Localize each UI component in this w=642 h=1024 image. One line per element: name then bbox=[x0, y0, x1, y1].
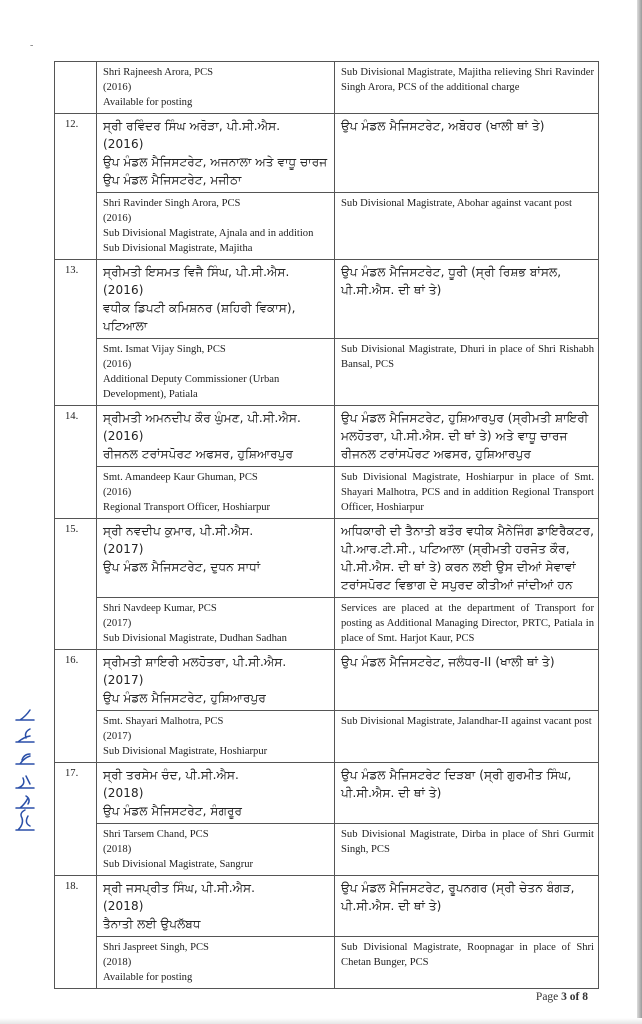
row-english bbox=[55, 62, 599, 114]
row-punjabi bbox=[55, 260, 599, 339]
scan-mark: - bbox=[30, 40, 34, 51]
officer-cell-punjabi bbox=[97, 114, 335, 193]
cell-line: ਉਪ ਮੰਡਲ ਮੈਜਿਸਟਰੇਟ, ਸੰਗਰੂਰ bbox=[103, 804, 243, 818]
posting-cell-punjabi: ਉਪ ਮੰਡਲ ਮੈਜਿਸਟਰੇਟ, ਜਲੰਧਰ-II (ਖਾਲੀ ਥਾਂ ਤੇ) bbox=[335, 650, 599, 711]
cell-line: ਸ੍ਰੀ ਤਰਸੇਮ ਚੰਦ, ਪੀ.ਸੀ.ਐਸ. bbox=[103, 768, 239, 782]
cell-line: ਵਧੀਕ ਡਿਪਟੀ ਕਮਿਸ਼ਨਰ (ਸ਼ਹਿਰੀ ਵਿਕਾਸ), ਪਟਿਆਲਾ bbox=[103, 301, 296, 333]
serial-number: 13. bbox=[55, 260, 97, 406]
cell-line: ਰੀਜਨਲ ਟਰਾਂਸਪੋਰਟ ਅਫਸਰ, ਹੁਸ਼ਿਆਰਪੁਰ bbox=[103, 447, 294, 461]
posting-cell-english: Sub Divisional Magistrate, Roopnagar in place of Shri Chetan Bunger, PCS bbox=[335, 937, 599, 989]
officer-cell-punjabi bbox=[97, 650, 335, 711]
handwritten-signature bbox=[8, 700, 42, 840]
cell-line: (2016) bbox=[103, 82, 132, 93]
posting-cell-punjabi: ਉਪ ਮੰਡਲ ਮੈਜਿਸਟਰੇਟ, ਅਬੋਹਰ (ਖਾਲੀ ਥਾਂ ਤੇ) bbox=[335, 114, 599, 193]
cell-line: Shri Navdeep Kumar, PCS bbox=[103, 603, 217, 614]
cell-line: Shri Jaspreet Singh, PCS bbox=[103, 942, 209, 953]
posting-cell-punjabi: ਉਪ ਮੰਡਲ ਮੈਜਿਸਟਰੇਟ, ਰੂਪਨਗਰ (ਸ੍ਰੀ ਚੇਤਨ ਬੰਗੜ, ਪੀ.ਸੀ.ਐਸ. ਦੀ ਥਾਂ ਤੇ) bbox=[335, 876, 599, 937]
officer-cell-punjabi bbox=[97, 519, 335, 598]
row-punjabi bbox=[55, 763, 599, 824]
cell-line: (2016) bbox=[103, 359, 132, 370]
row-english bbox=[55, 937, 599, 989]
posting-cell-english: Services are placed at the department of Transport for posting as Additional Managing Director, PRTC, Patiala in place of Smt. Harjot Kaur, PCS bbox=[335, 598, 599, 650]
row-punjabi bbox=[55, 114, 599, 193]
cell-line: ਉਪ ਮੰਡਲ ਮੈਜਿਸਟਰੇਟ, ਦੁਧਨ ਸਾਧਾਂ bbox=[103, 560, 261, 574]
cell-line: (2017) bbox=[103, 618, 132, 629]
cell-line: Available for posting bbox=[103, 972, 193, 983]
cell-line: (2016) bbox=[103, 213, 132, 224]
cell-line: ਉਪ ਮੰਡਲ ਮੈਜਿਸਟਰੇਟ, ਹੁਸ਼ਿਆਰਪੁਰ bbox=[103, 691, 266, 705]
officer-cell-english bbox=[97, 339, 335, 406]
cell-line: (2018) bbox=[103, 899, 144, 913]
table-body bbox=[55, 62, 599, 989]
cell-line: ਉਪ ਮੰਡਲ ਮੈਜਿਸਟਰੇਟ, ਅਜਨਾਲਾ ਅਤੇ ਵਾਧੂ ਚਾਰਜ ਉਪ ਮੰਡਲ ਮੈਜਿਸਟਰੇਟ, ਮਜੀਠਾ bbox=[103, 155, 328, 187]
cell-line: Sub Divisional Magistrate, Hoshiarpur bbox=[103, 746, 268, 757]
cell-line: Additional Deputy Commissioner (Urban Development), Patiala bbox=[103, 374, 280, 400]
posting-cell-punjabi: ਉਪ ਮੰਡਲ ਮੈਜਿਸਟਰੇਟ, ਧੂਰੀ (ਸ੍ਰੀ ਰਿਸ਼ਭ ਬਾਂਸਲ, ਪੀ.ਸੀ.ਐਸ. ਦੀ ਥਾਂ ਤੇ) bbox=[335, 260, 599, 339]
posting-cell-english: Sub Divisional Magistrate, Majitha relieving Shri Ravinder Singh Arora, PCS of the additional charge bbox=[335, 62, 599, 114]
posting-cell-english: Sub Divisional Magistrate, Dhuri in place of Shri Rishabh Bansal, PCS bbox=[335, 339, 599, 406]
cell-line: (2016) bbox=[103, 487, 132, 498]
cell-line: ਸ੍ਰੀ ਜਸਪ੍ਰੀਤ ਸਿੰਘ, ਪੀ.ਸੀ.ਐਸ. bbox=[103, 881, 256, 895]
cell-line: Regional Transport Officer, Hoshiarpur bbox=[103, 502, 271, 513]
cell-line: Sub Divisional Magistrate, Ajnala and in addition Sub Divisional Magistrate, Majitha bbox=[103, 228, 314, 254]
posting-cell-english: Sub Divisional Magistrate, Hoshiarpur in place of Smt. Shayari Malhotra, PCS and in addition Regional Transport Officer, Hoshiarpur bbox=[335, 467, 599, 519]
posting-cell-punjabi: ਅਧਿਕਾਰੀ ਦੀ ਤੈਨਾਤੀ ਬਤੌਰ ਵਧੀਕ ਮੈਨੇਜਿੰਗ ਡਾਇਰੈਕਟਰ, ਪੀ.ਆਰ.ਟੀ.ਸੀ., ਪਟਿਆਲਾ (ਸ੍ਰੀਮਤੀ ਹਰਜੋਤ ਕੌਰ, ਪੀ.ਸੀ.ਐਸ. ਦੀ ਥਾਂ ਤੇ) ਕਰਨ ਲਈ ਉਸ ਦੀਆਂ ਸੇਵਾਵਾਂ ਟਰਾਂਸਪੋਰਟ ਵਿਭਾਗ ਦੇ ਸਪੁਰਦ ਕੀਤੀਆਂ ਜਾਂਦੀਆਂ ਹਨ bbox=[335, 519, 599, 598]
cell-line: (2017) bbox=[103, 731, 132, 742]
cell-line: Sub Divisional Magistrate, Sangrur bbox=[103, 859, 254, 870]
cell-line: ਸ੍ਰੀਮਤੀ ਇਸਮਤ ਵਿਜੈ ਸਿੰਘ, ਪੀ.ਸੀ.ਐਸ. bbox=[103, 265, 290, 279]
cell-line: Shri Tarsem Chand, PCS bbox=[103, 829, 209, 840]
officer-cell-punjabi bbox=[97, 406, 335, 467]
cell-line: (2018) bbox=[103, 844, 132, 855]
officer-cell-english bbox=[97, 62, 335, 114]
cell-line: Sub Divisional Magistrate, Dudhan Sadhan bbox=[103, 633, 287, 644]
page-total: 8 bbox=[582, 991, 588, 1003]
page-number bbox=[536, 991, 588, 1003]
officer-cell-english bbox=[97, 711, 335, 763]
serial-number: 14. bbox=[55, 406, 97, 519]
serial-number: 17. bbox=[55, 763, 97, 876]
cell-line: (2017) bbox=[103, 673, 144, 687]
cell-line: (2016) bbox=[103, 429, 144, 443]
serial-number bbox=[55, 62, 97, 114]
officer-cell-english bbox=[97, 824, 335, 876]
cell-line: Available for posting bbox=[103, 97, 193, 108]
officer-cell-english bbox=[97, 598, 335, 650]
serial-number: 18. bbox=[55, 876, 97, 989]
scan-edge-bottom bbox=[0, 1018, 642, 1024]
serial-number: 16. bbox=[55, 650, 97, 763]
cell-line: (2017) bbox=[103, 542, 144, 556]
serial-number: 12. bbox=[55, 114, 97, 260]
posting-orders-table bbox=[54, 61, 599, 989]
page-label: Page bbox=[535, 991, 559, 1003]
scan-edge bbox=[637, 0, 642, 1024]
officer-cell-english bbox=[97, 937, 335, 989]
officer-cell-punjabi bbox=[97, 876, 335, 937]
page-of: of bbox=[569, 991, 580, 1003]
officer-cell-english bbox=[97, 467, 335, 519]
cell-line: Smt. Shayari Malhotra, PCS bbox=[103, 716, 224, 727]
cell-line: ਤੈਨਾਤੀ ਲਈ ਉਪਲੱਬਧ bbox=[103, 917, 201, 931]
cell-line: Shri Rajneesh Arora, PCS bbox=[103, 67, 214, 78]
officer-cell-punjabi bbox=[97, 260, 335, 339]
page-current: 3 bbox=[561, 991, 567, 1003]
posting-cell-punjabi: ਉਪ ਮੰਡਲ ਮੈਜਿਸਟਰੇਟ, ਹੁਸ਼ਿਆਰਪੁਰ (ਸ੍ਰੀਮਤੀ ਸ਼ਾਇਰੀ ਮਲਹੋਤਰਾ, ਪੀ.ਸੀ.ਐਸ. ਦੀ ਥਾਂ ਤੇ) ਅਤੇ ਵਾਧੂ ਚਾਰਜ ਰੀਜਨਲ ਟਰਾਂਸਪੋਰਟ ਅਫਸਰ, ਹੁਸ਼ਿਆਰਪੁਰ bbox=[335, 406, 599, 467]
posting-cell-english: Sub Divisional Magistrate, Abohar against vacant post bbox=[335, 193, 599, 260]
cell-line: Shri Ravinder Singh Arora, PCS bbox=[103, 198, 241, 209]
posting-cell-english: Sub Divisional Magistrate, Jalandhar-II against vacant post bbox=[335, 711, 599, 763]
posting-cell-punjabi: ਉਪ ਮੰਡਲ ਮੈਜਿਸਟਰੇਟ ਦਿੜਬਾ (ਸ੍ਰੀ ਗੁਰਮੀਤ ਸਿੰਘ, ਪੀ.ਸੀ.ਐਸ. ਦੀ ਥਾਂ ਤੇ) bbox=[335, 763, 599, 824]
row-english bbox=[55, 467, 599, 519]
row-punjabi bbox=[55, 876, 599, 937]
row-punjabi bbox=[55, 406, 599, 467]
cell-line: Smt. Ismat Vijay Singh, PCS bbox=[103, 344, 226, 355]
cell-line: Smt. Amandeep Kaur Ghuman, PCS bbox=[103, 472, 258, 483]
cell-line: (2016) bbox=[103, 283, 144, 297]
cell-line: (2018) bbox=[103, 786, 144, 800]
cell-line: (2018) bbox=[103, 957, 132, 968]
cell-line: ਸ੍ਰੀਮਤੀ ਅਮਨਦੀਪ ਕੌਰ ਘੁੰਮਣ, ਪੀ.ਸੀ.ਐਸ. bbox=[103, 411, 301, 425]
officer-cell-english bbox=[97, 193, 335, 260]
row-punjabi bbox=[55, 519, 599, 598]
cell-line: ਸ੍ਰੀ ਰਵਿੰਦਰ ਸਿੰਘ ਅਰੋੜਾ, ਪੀ.ਸੀ.ਐਸ. bbox=[103, 119, 281, 133]
row-english bbox=[55, 598, 599, 650]
cell-line: ਸ੍ਰੀਮਤੀ ਸ਼ਾਇਰੀ ਮਲਹੋਤਰਾ, ਪੀ.ਸੀ.ਐਸ. bbox=[103, 655, 287, 669]
row-english bbox=[55, 711, 599, 763]
officer-cell-punjabi bbox=[97, 763, 335, 824]
row-english bbox=[55, 193, 599, 260]
row-english bbox=[55, 824, 599, 876]
serial-number: 15. bbox=[55, 519, 97, 650]
row-punjabi bbox=[55, 650, 599, 711]
posting-cell-english: Sub Divisional Magistrate, Dirba in place of Shri Gurmit Singh, PCS bbox=[335, 824, 599, 876]
cell-line: (2016) bbox=[103, 137, 144, 151]
row-english bbox=[55, 339, 599, 406]
cell-line: ਸ੍ਰੀ ਨਵਦੀਪ ਕੁਮਾਰ, ਪੀ.ਸੀ.ਐਸ. bbox=[103, 524, 254, 538]
